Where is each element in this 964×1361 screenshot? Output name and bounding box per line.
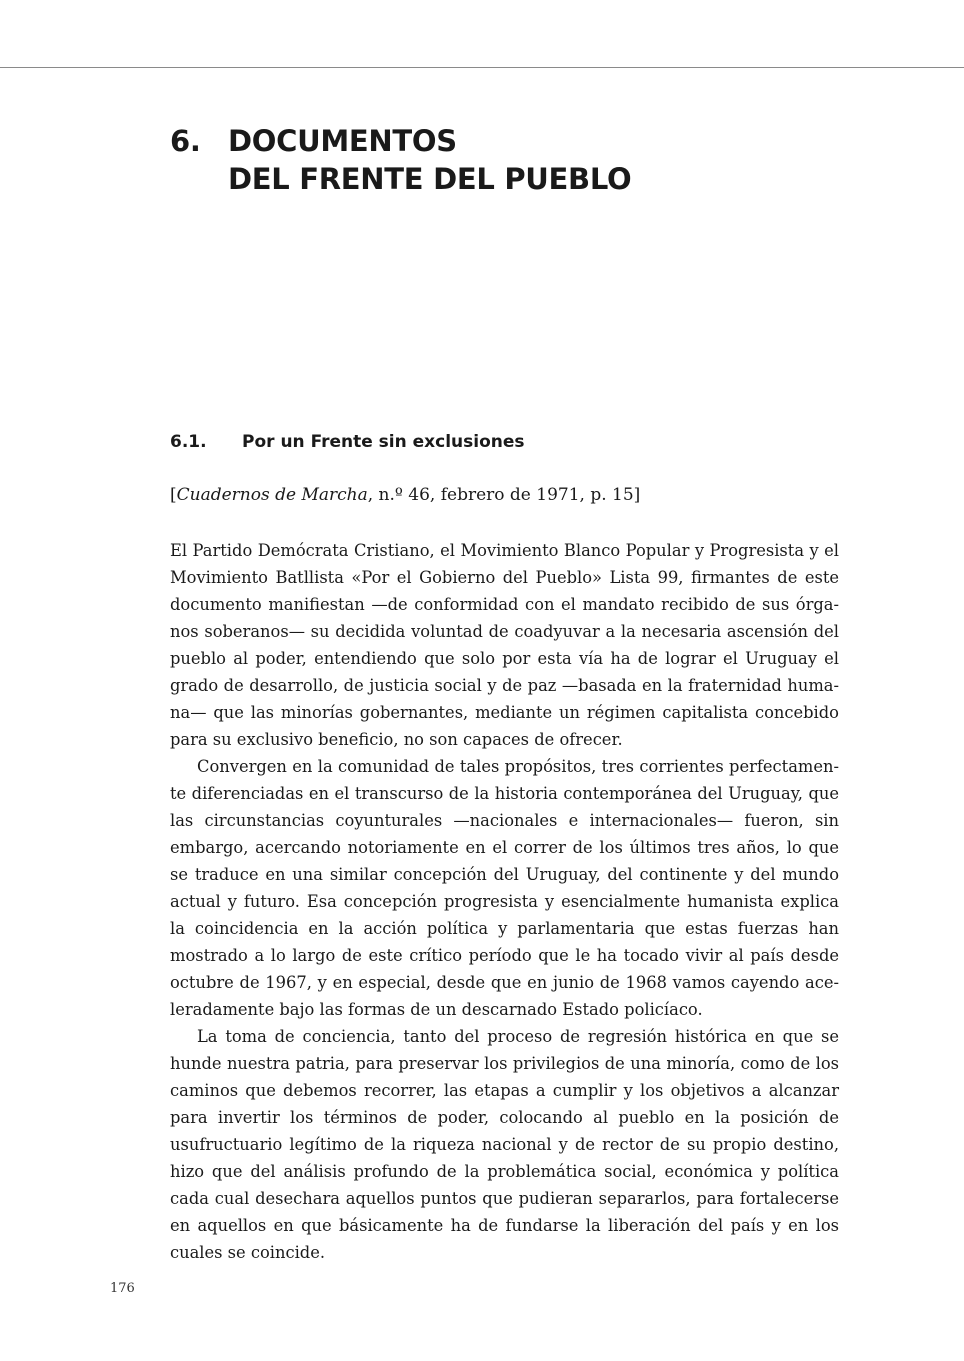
chapter-number: 6. <box>170 124 201 158</box>
chapter-title-line-2: DEL FRENTE DEL PUEBLO <box>228 162 632 196</box>
paragraph-3: La toma de conciencia, tanto del proceso de regresión histórica en que se hunde nuestra patria, para preservar los privilegios de una minoría, como de los caminos que debemos recorrer, las etapas a cumplir y los objetivos a alcanzar para invertir los términos de poder, colocando al pueblo en la posición de usufructuario legítimo de la riqueza nacional y de rector de su propio destino, hizo que del análisis profundo de la problemática social, económica y política cada cual desechara aquellos puntos que pudieran separarlos, para fortalecerse en aquellos en que básicamente ha de fundarse la liberación del país y en los cuales se coincide. <box>170 1027 839 1262</box>
header-rule <box>0 67 964 68</box>
section-number: 6.1. <box>170 432 207 452</box>
paragraph-2: Convergen en la comunidad de tales propósitos, tres corrientes perfectamente diferenciadas en el transcurso de la historia contemporánea del Uruguay, que las circunstancias coyunturales —nacionales e internacionales— fueron, sin embargo, acercando notoriamente en el correr de los últimos tres años, lo que se traduce en una similar concepción del Uruguay, del continente y del mundo actual y futuro. Esa concepción progresista y esencialmente humanista explica la coincidencia en la acción política y parlamentaria que estas fuerzas han mostrado a lo largo de este crítico período que le ha tocado vivir al país desde octubre de 1967, y en especial, desde que en junio de 1968 vamos cayendo aceleradamente bajo las formas de un descarnado Estado policíaco. <box>170 757 839 1019</box>
paragraph-1: El Partido Demócrata Cristiano, el Movimiento Blanco Popular y Progresista y el Movimiento Batllista «Por el Gobierno del Pueblo» Lista 99, firmantes de este documento manifiestan —de conformidad con el mandato recibido de sus órganos soberanos— su decidida voluntad de coadyuvar a la necesaria ascensión del pueblo al poder, entendiendo que solo por esta vía ha de lograr el Uruguay el grado de desarrollo, de justicia social y de paz —basada en la fraternidad humana— que las minorías gobernantes, mediante un régimen capitalista concebido para su exclusivo beneficio, no son capaces de ofrecer. <box>170 541 839 749</box>
source-details: , n.º 46, febrero de 1971, p. 15] <box>367 485 641 505</box>
page-number: 176 <box>110 1281 135 1296</box>
chapter-title-line-1: DOCUMENTOS <box>228 124 457 158</box>
source-citation <box>170 482 640 509</box>
source-open-bracket: [ <box>170 485 177 505</box>
body-text <box>170 537 839 1266</box>
source-publication: Cuadernos de Marcha <box>176 485 368 505</box>
section-title: Por un Frente sin exclusiones <box>242 432 525 452</box>
